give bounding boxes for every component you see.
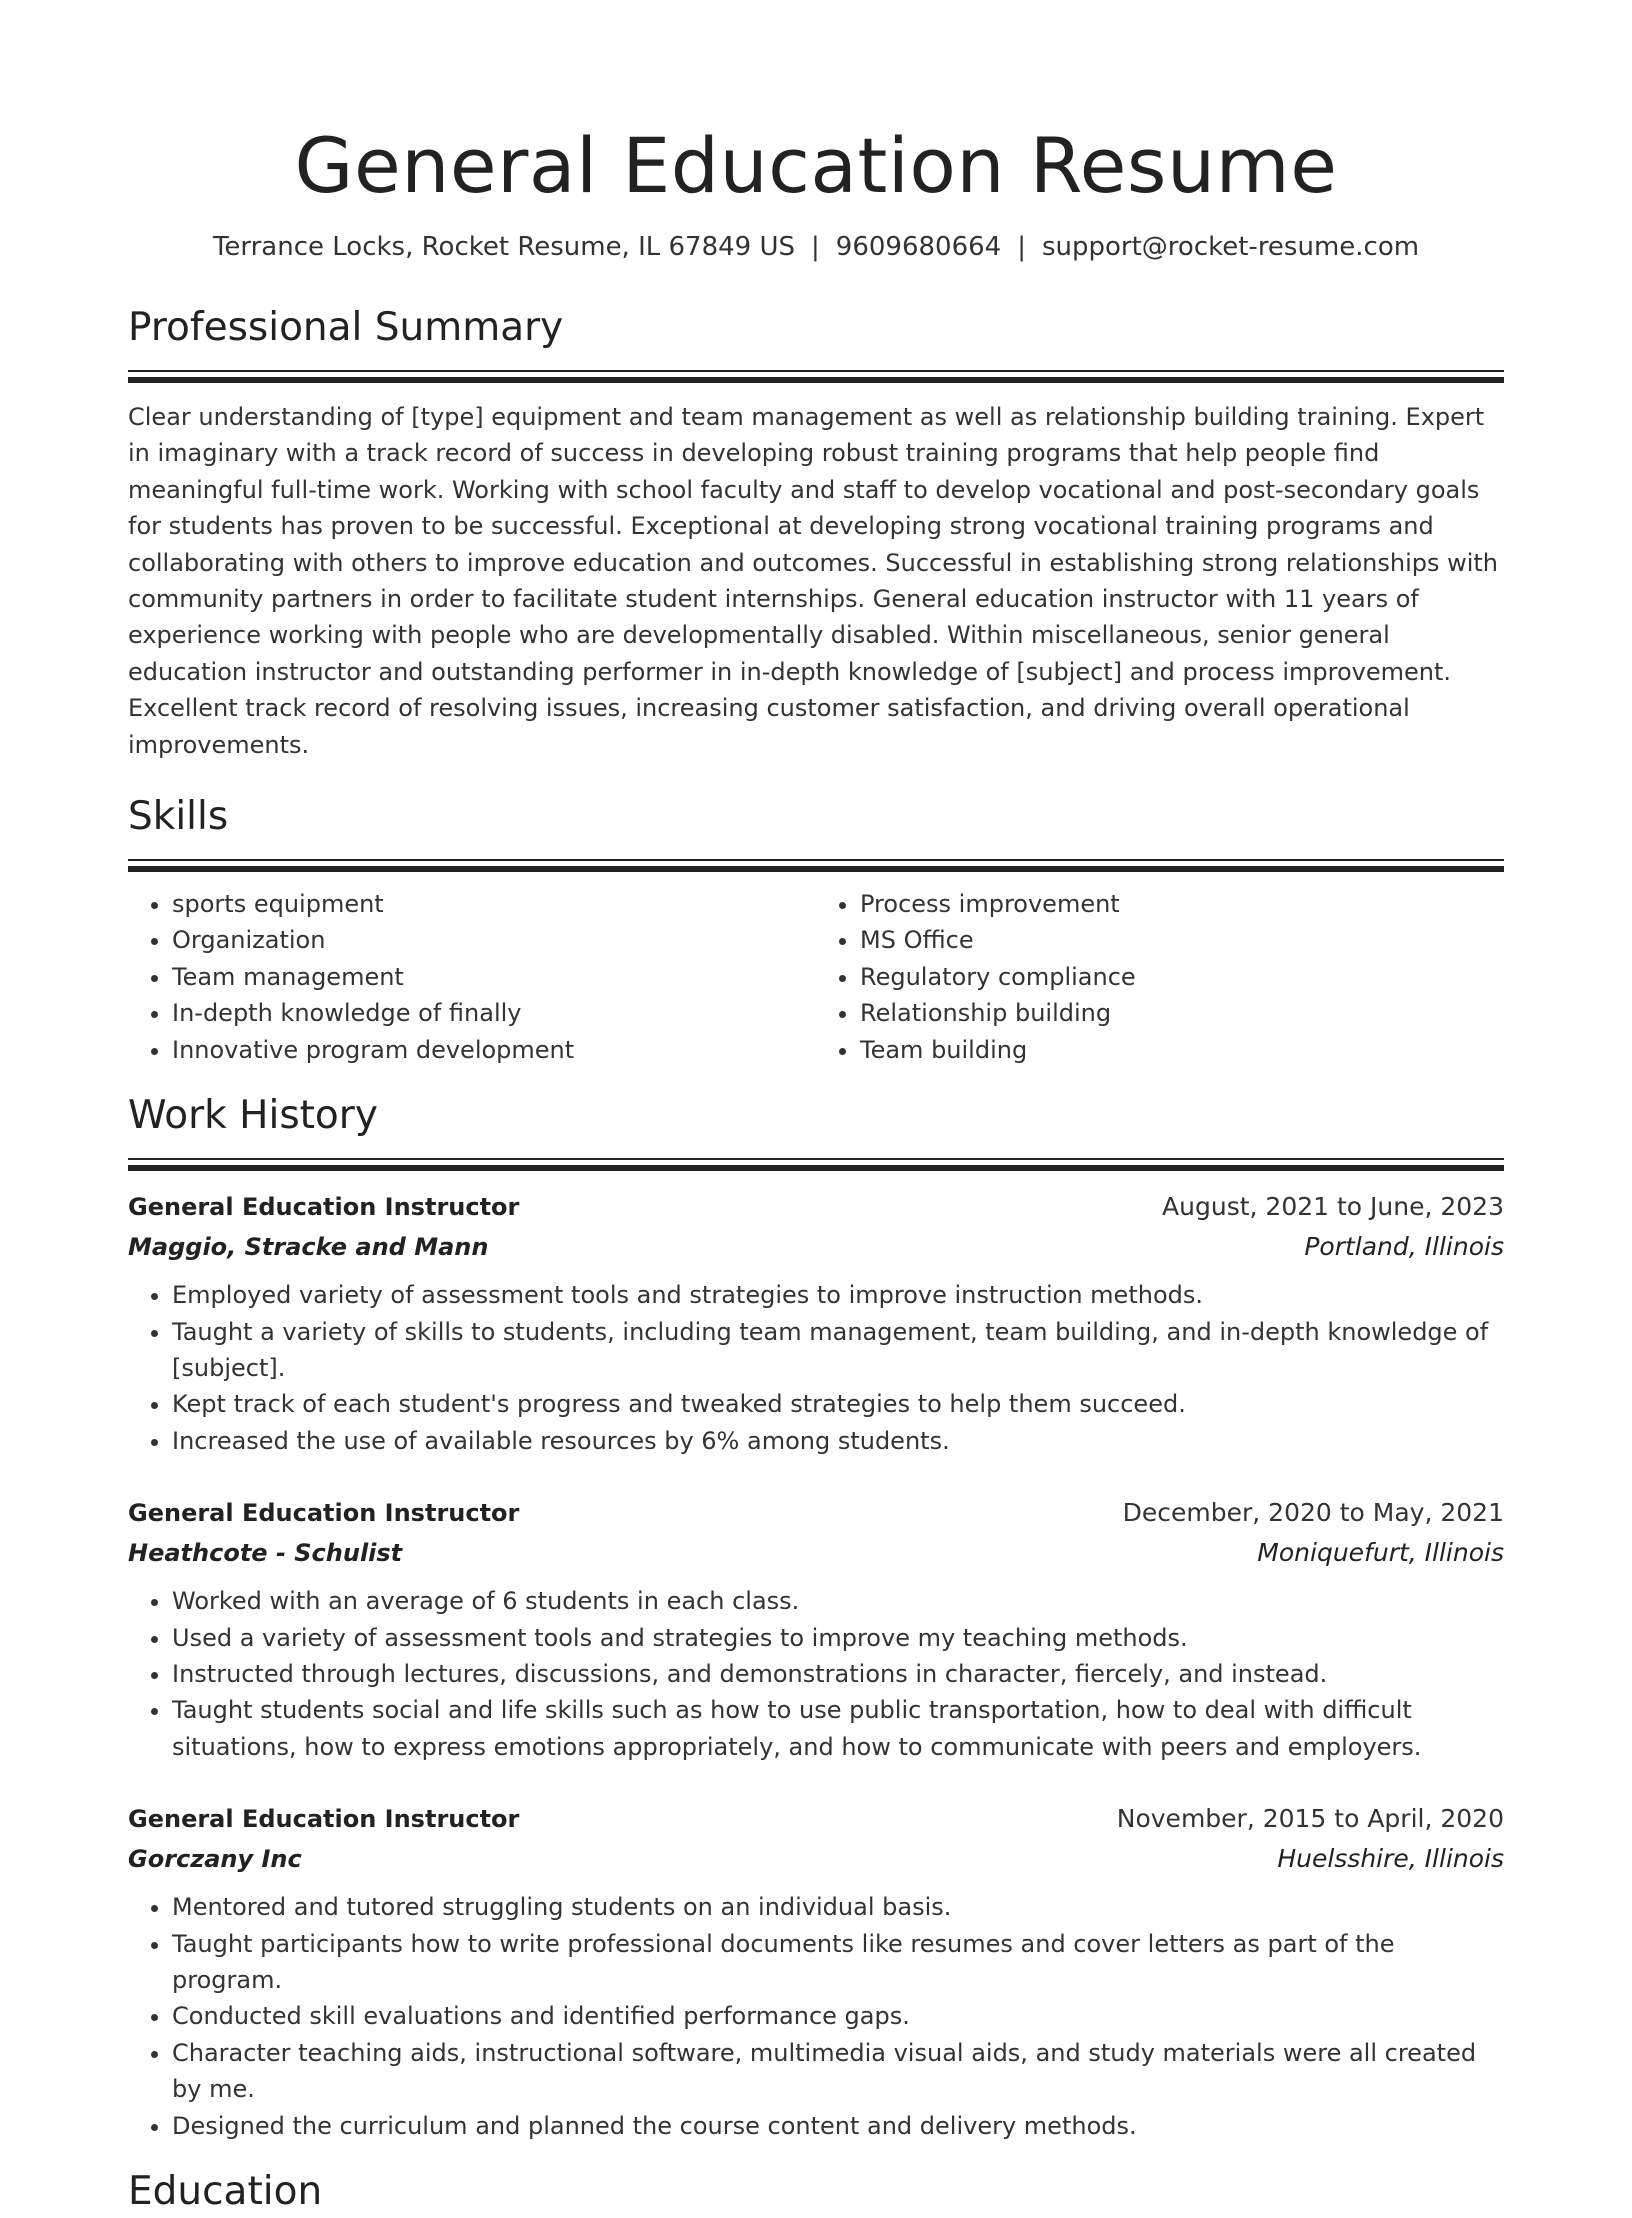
job-bullet: • Kept track of each student's progress and tweaked strategies to help them succeed. — [172, 1386, 1504, 1422]
contact-line — [128, 230, 1504, 264]
skill-item: • Team building — [860, 1032, 1504, 1068]
job-company: Maggio, Stracke and Mann — [128, 1233, 489, 1262]
job-title: General Education Instructor — [128, 1499, 520, 1528]
job-bullet: • Taught participants how to write professional documents like resumes and cover letters as part of the program. — [172, 1926, 1504, 1999]
job-bullet: • Worked with an average of 6 students in each class. — [172, 1583, 1504, 1619]
contact-separator: | — [811, 232, 820, 262]
job-location: Moniquefurt, Illinois — [1257, 1538, 1504, 1568]
job-bullet: • Used a variety of assessment tools and strategies to improve my teaching methods. — [172, 1620, 1504, 1656]
section-heading-work-history: Work History — [128, 1093, 378, 1139]
contact-address: Terrance Locks, Rocket Resume, IL 67849 US — [212, 232, 796, 262]
contact-phone: 9609680664 — [835, 232, 1002, 262]
job-bullet: • Conducted skill evaluations and identified performance gaps. — [172, 1998, 1504, 2034]
skill-item: • Relationship building — [860, 995, 1504, 1031]
job-subheader — [128, 1533, 1504, 1573]
job-bullet: • Employed variety of assessment tools and strategies to improve instruction methods. — [172, 1277, 1504, 1313]
skills-columns — [128, 886, 1504, 1068]
job-company: Gorczany Inc — [128, 1845, 302, 1874]
job-dates: December, 2020 to May, 2021 — [1122, 1498, 1504, 1528]
job-bullets — [128, 1889, 1504, 2144]
job-subheader — [128, 1227, 1504, 1267]
skill-item: • Organization — [172, 922, 816, 958]
skill-item: • Innovative program development — [172, 1032, 816, 1068]
skill-item: • Regulatory compliance — [860, 959, 1504, 995]
job-dates: August, 2021 to June, 2023 — [1162, 1192, 1504, 1222]
summary-section — [128, 302, 1504, 763]
job-bullet: • Character teaching aids, instructional software, multimedia visual aids, and study materials were all created by me. — [172, 2035, 1504, 2108]
job-bullet: • Mentored and tutored struggling students on an individual basis. — [172, 1889, 1504, 1925]
job-title: General Education Instructor — [128, 1193, 520, 1222]
skills-list-left — [128, 886, 816, 1068]
job-bullet: • Taught students social and life skills such as how to use public transportation, how to deal with difficult situations, how to express emotions appropriately, and how to communicate with peers and employers. — [172, 1692, 1504, 1765]
section-heading-education: Education — [128, 2169, 323, 2214]
section-heading-skills: Skills — [128, 794, 229, 840]
job-location: Portland, Illinois — [1304, 1232, 1504, 1262]
section-divider — [128, 859, 1504, 872]
skill-item: • Process improvement — [860, 886, 1504, 922]
section-divider — [128, 370, 1504, 383]
job-location: Huelsshire, Illinois — [1277, 1844, 1504, 1874]
job-dates: November, 2015 to April, 2020 — [1116, 1804, 1504, 1834]
section-divider — [128, 1158, 1504, 1171]
job-header — [128, 1799, 1504, 1839]
resume-title: General Education Resume — [294, 121, 1338, 210]
job-bullet: • Increased the use of available resources by 6% among students. — [172, 1423, 1504, 1459]
job-header — [128, 1187, 1504, 1227]
job-subheader — [128, 1839, 1504, 1879]
job-title: General Education Instructor — [128, 1805, 520, 1834]
contact-separator: | — [1017, 232, 1026, 262]
skill-item: • MS Office — [860, 922, 1504, 958]
job-entry — [128, 1493, 1504, 1765]
summary-text: Clear understanding of [type] equipment and team management as well as relationship building training. Expert in imaginary with a track record of success in developing robust training programs that help people find meaningful full-time work. Working with school faculty and staff to develop vocational and post-secondary goals for students has proven to be successful. Exceptional at developing strong vocational training programs and collaborating with others to improve education and outcomes. Successful in establishing strong relationships with community partners in order to facilitate student internships. General education instructor with 11 years of experience working with people who are developmentally disabled. Within miscellaneous, senior general education instructor and outstanding performer in in-depth knowledge of [subject] and process improvement. Excellent track record of resolving issues, increasing customer satisfaction, and driving overall operational improvements. — [128, 403, 1499, 759]
job-entry — [128, 1799, 1504, 2144]
job-bullet: • Instructed through lectures, discussions, and demonstrations in character, fiercely, and instead. — [172, 1656, 1504, 1692]
section-heading-summary: Professional Summary — [128, 305, 564, 350]
job-company: Heathcote - Schulist — [128, 1539, 403, 1568]
skill-item: • sports equipment — [172, 886, 816, 922]
job-header — [128, 1493, 1504, 1533]
skills-list-right — [816, 886, 1504, 1068]
job-entry — [128, 1187, 1504, 1459]
job-bullet: • Designed the curriculum and planned the course content and delivery methods. — [172, 2108, 1504, 2144]
skill-item: • In-depth knowledge of finally — [172, 995, 816, 1031]
job-bullet: • Taught a variety of skills to students, including team management, team building, and in-depth knowledge of [subject]. — [172, 1314, 1504, 1387]
skill-item: • Team management — [172, 959, 816, 995]
job-bullets — [128, 1277, 1504, 1459]
job-bullets — [128, 1583, 1504, 1765]
work-history-section — [128, 1090, 1504, 2144]
education-section — [128, 2166, 1504, 2218]
contact-email: support@rocket-resume.com — [1041, 232, 1420, 262]
skills-section — [128, 791, 1504, 1068]
